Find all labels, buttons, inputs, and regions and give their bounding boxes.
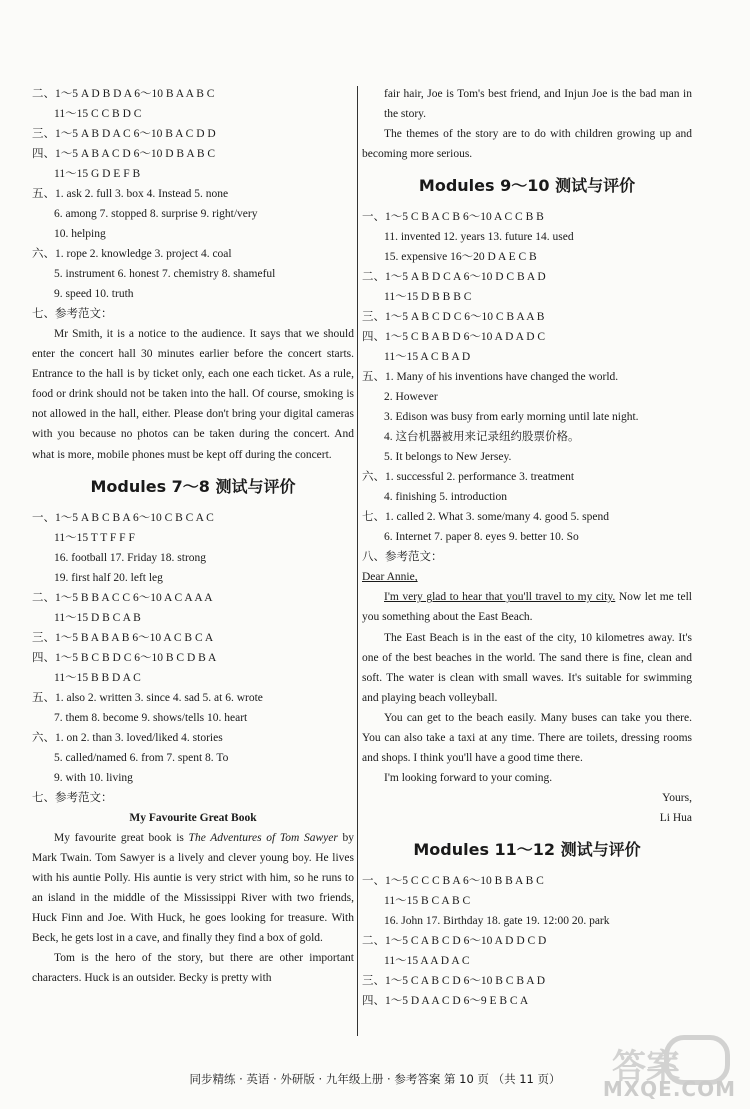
answer-line: 六、1. successful 2. performance 3. treatment [362,471,575,484]
essay-paragraph [32,828,354,949]
answer-line: 一、1～5 A B C B A 6～10 C B C A C [32,511,214,524]
answer-line: 2. However [384,391,438,404]
m78-section-6 [32,728,354,788]
section-6 [32,244,354,304]
answer-line: 二、1～5 B B A C C 6～10 A C A A A [32,591,213,604]
left-column [32,84,354,988]
m78-section-1 [32,508,354,588]
letter-greeting: Dear Annie, [362,571,418,584]
answer-line: 二、1～5 A B D C A 6～10 D C B A D [362,271,546,284]
answer-line: 四、1～5 D A A C D 6～9 E B C A [362,995,529,1008]
essay-continuation: fair hair, Joe is Tom's best friend, and Injun Joe is the bad man in the story. [384,88,692,121]
answer-line: 15. expensive 16～20 D A E C B [384,251,537,264]
answer-line: 三、1～5 A B D A C 6～10 B A C D D [32,128,216,140]
sample-essay-notice: Mr Smith, it is a notice to the audience. It says that we should enter the concert hall 30 minutes earlier before the concert starts. Entrance to the hall is by ticket only, each one each ticket. As a rule, food or drink should not be taken into the hall. Of course, smoking is not allowed in the hall, either. Please don't bring your digital cameras with you because no photos can be taken during the concert. And what is more, mobile phones must be kept off during the concert. [32,328,354,461]
answer-line: 二、1～5 C A B C D 6～10 A D D C D [362,935,547,948]
module-heading-7-8: Modules 7～8 测试与评价 [90,476,296,496]
essay-paragraph: Tom is the hero of the story, but there are other important characters. Huck is an outsider. Becky is pretty with [32,952,354,985]
module-heading-11-12: Modules 11～12 测试与评价 [413,840,641,860]
essay-title: My Favourite Great Book [129,811,257,824]
answer-line: 3. Edison was busy from early morning until late night. [384,411,639,424]
answer-line: 一、1～5 C C C B A 6～10 B B A B C [362,875,544,888]
answer-line: 11～15 D B B B C [384,291,472,304]
column-divider [357,86,358,1036]
answer-line: 16. John 17. Birthday 18. gate 19. 12:00 20. park [384,915,610,928]
m1112-section-2 [362,931,692,971]
watermark-logo [602,1025,742,1105]
section-5 [32,184,354,244]
m910-section-2 [362,267,692,307]
m1112-section-1 [362,871,692,931]
answer-line: 11～15 T T F F F [54,531,135,544]
book-title: The Adventures of Tom Sawyer [188,831,338,844]
answer-line: 三、1～5 C A B C D 6～10 B C B A D [362,975,546,988]
letter-paragraph: I'm looking forward to your coming. [384,772,553,785]
answer-line: 11～15 B C A B C [384,895,471,908]
letter-paragraph: The East Beach is in the east of the city, 10 kilometres away. It's one of the best beaches in the world. The sand there is fine, clean and soft. The water is clean with small waves. It's suitable for swimming and playing beach volleyball. [362,631,692,704]
letter-signature: Li Hua [659,812,692,825]
essay-text: by Mark Twain. Tom Sawyer is a lively and clever young boy. He lives with his auntie Polly. His auntie is very strict with him, so he runs to an island in the middle of the Mississippi River with two friends, Huck Finn and Joe. With Huck, he goes looking for treasure. With Beck, he gets lost in a cave, and finally they find a box of gold. [32,831,355,945]
answer-line: 11～15 A A D A C [384,955,470,968]
page-footer: 同步精练 · 英语 · 外研版 · 九年级上册 · 参考答案 第 10 页 （共 11 页） [189,1072,561,1086]
m910-section-4 [362,327,692,367]
answer-line: 19. first half 20. left leg [54,571,163,584]
answer-line: 5. called/named 6. from 7. spent 8. To [54,751,229,764]
answer-line: 4. finishing 5. introduction [384,491,507,504]
m910-section-5 [362,367,692,467]
answer-line: 六、1. on 2. than 3. loved/liked 4. stories [32,731,223,744]
answer-line: 11～15 D B C A B [54,611,141,624]
answer-line: 三、1～5 A B C D C 6～10 C B A A B [362,311,545,324]
answer-line: 6. Internet 7. paper 8. eyes 9. better 10. So [384,531,579,544]
answer-line: 16. football 17. Friday 18. strong [54,551,207,564]
m910-section-1 [362,207,692,267]
answer-line: 11～15 B B D A C [54,671,141,684]
section-7-label: 七、参考范文： [32,308,113,320]
letter-paragraph [362,587,692,627]
essay-paragraph: The themes of the story are to do with children growing up and becoming more serious. [362,128,692,161]
letter-underlined-text: I'm very glad to hear that you'll travel to my city. [384,591,616,604]
answer-line: 三、1～5 B A B A B 6～10 A C B C A [32,631,214,644]
letter-paragraph: You can get to the beach easily. Many buses can take you there. You can also take a taxi at any time. There are toilets, dressing rooms and shops. I think you'll have a good time there. [362,711,692,765]
watermark-text: MXQE.COM [602,1077,736,1101]
m78-section-7-label: 七、参考范文： [32,791,113,804]
watermark-chinese: 答案 [612,1047,680,1087]
answer-line: 7. them 8. become 9. shows/tells 10. heart [54,711,248,724]
essay-text: My favourite great book is [54,831,189,844]
answer-line: 二、1～5 A D B D A 6～10 B A A B C [32,88,215,100]
module-heading-9-10: Modules 9～10 测试与评价 [418,176,636,196]
m78-section-4 [32,648,354,688]
answer-line: 七、1. called 2. What 3. some/many 4. good 5. spend [362,511,609,524]
answer-line: 9. with 10. living [54,771,133,784]
m78-section-5 [32,688,354,728]
answer-line: 11. invented 12. years 13. future 14. used [384,231,574,244]
m910-section-8-label: 八、参考范文： [362,551,443,564]
answer-line: 6. among 7. stopped 8. surprise 9. right/very [54,208,258,220]
answer-line: 11～15 A C B A D [384,351,471,364]
m910-section-7 [362,507,692,547]
answer-line: 五、1. Many of his inventions have changed the world. [362,371,619,384]
answer-line: 9. speed 10. truth [54,288,134,300]
answer-line: 四、1～5 A B A C D 6～10 D B A B C [32,148,216,160]
answer-line: 四、1～5 B C B D C 6～10 B C D B A [32,651,217,664]
answer-line: 4. 这台机器被用来记录纽约股票价格。 [384,431,580,444]
section-4 [32,144,354,184]
m78-section-2 [32,588,354,628]
answer-line: 四、1～5 C B A B D 6～10 A D A D C [362,331,546,344]
answer-line: 11～15 G D E F B [54,168,141,180]
answer-line: 六、1. rope 2. knowledge 3. project 4. coal [32,248,232,260]
answer-line: 10. helping [54,228,106,240]
answer-line: 五、1. also 2. written 3. since 4. sad 5. at 6. wrote [32,691,263,704]
answer-line: 5. instrument 6. honest 7. chemistry 8. shameful [54,268,276,280]
letter-text: Now let me tell you something about the East Beach. [362,591,692,624]
answer-line: 五、1. ask 2. full 3. box 4. Instead 5. none [32,188,229,200]
answer-line: 11～15 C C B D C [54,108,142,120]
section-2 [32,84,354,124]
right-column [362,84,692,1011]
letter-closing: Yours, [662,792,692,805]
m910-section-6 [362,467,692,507]
answer-line: 一、1～5 C B A C B 6～10 A C C B B [362,211,544,224]
answer-line: 5. It belongs to New Jersey. [384,451,512,464]
